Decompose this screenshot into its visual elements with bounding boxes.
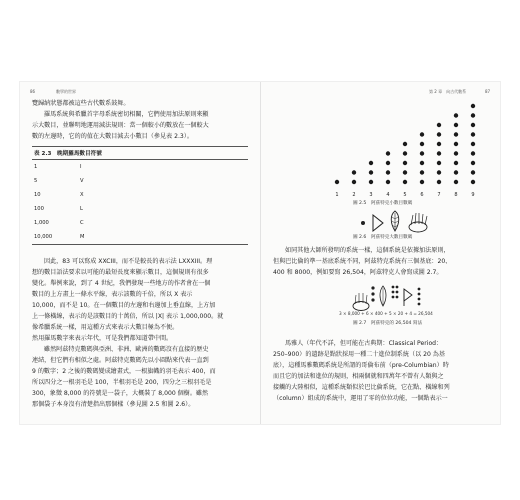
text-line: 400 和 8000，例如要寫 26,504，阿茲特克人會寫成圖 2.7。 <box>273 269 443 276</box>
table-value: 1 <box>34 164 38 170</box>
text-line: 雖然阿茲特克數碼與亞洲、非洲、歐洲的數碼沒有直接的歷史 <box>44 346 209 353</box>
numeral-dot <box>352 180 356 184</box>
numeral-dot <box>437 151 441 155</box>
text-line: 因此，83 可以寫成 XXCIII，而不是較長的表示法 LXXXIII。理 <box>44 258 213 265</box>
table-value: 10,000 <box>34 234 53 240</box>
text-line: 數的左邊時，它的的值在大數目減去小數目（參見表 2.3）。 <box>32 133 193 140</box>
figure-2-6-caption: 圖 2.6 阿茲特克大數目數碼 <box>353 235 413 240</box>
text-line: 但與巴比倫的準一基底系統不同，阿茲特克系統有三個基底：20、 <box>273 258 452 265</box>
numeral-dot <box>471 142 475 146</box>
numeral-label: 7 <box>437 192 441 198</box>
numeral-dot <box>386 180 390 184</box>
right-page <box>261 82 500 424</box>
table-value: 5 <box>34 178 38 184</box>
text-line: 接觸的大陸相似，這種系統類似於巴比倫系統，它在點、橫線和列 <box>273 384 450 391</box>
text-line: 9 的數字；2 之後的數碼變成繪畫式，一根旗幟的羽毛表示 400，而 <box>32 368 216 375</box>
left-page-number: 86 <box>30 89 36 94</box>
numeral-dot <box>386 170 390 174</box>
flag-glyph <box>404 289 412 306</box>
numeral-label: 3 <box>369 192 373 198</box>
table-symbol: L <box>80 206 83 212</box>
numeral-dot <box>403 142 407 146</box>
table-top-rule <box>32 146 248 147</box>
numeral-label: 4 <box>386 192 390 198</box>
numeral-dot <box>454 151 458 155</box>
numeral-dot <box>335 180 339 184</box>
text-line: 如同其他大師所發明的系統一樣，這個系統是依據加法原則， <box>285 247 450 254</box>
numeral-dot <box>454 113 458 117</box>
text-line: 數目的上方畫上一條水平線，表示該數的千倍，所以 X 表示 <box>32 291 193 298</box>
numeral-dot <box>454 123 458 127</box>
table-symbol: I <box>80 164 82 170</box>
numeral-dot <box>437 170 441 174</box>
table-title: 表 2.3 晚期羅馬數目符號 <box>34 151 102 157</box>
dot-group <box>418 288 421 306</box>
dot-glyph <box>361 221 365 225</box>
table-symbol: X <box>80 192 84 198</box>
numeral-dot <box>420 180 424 184</box>
numeral-dot <box>471 113 475 117</box>
numeral-dot <box>471 161 475 165</box>
numeral-dot <box>437 132 441 136</box>
numeral-dot <box>403 161 407 165</box>
table-value: 1,000 <box>34 220 49 226</box>
numeral-dot <box>420 132 424 136</box>
table-bottom-rule <box>32 244 248 245</box>
text-line: （column）組成的系統中，運用了零的位位功能，一個點表示一 <box>273 395 448 402</box>
numeral-dot <box>454 142 458 146</box>
numeral-dot <box>369 161 373 165</box>
numeral-label: 8 <box>454 192 458 198</box>
numeral-dot <box>437 180 441 184</box>
text-line: 羅馬系統與希臘首字母系統密切相關，它們使用加法原則來顯 <box>44 111 209 118</box>
text-line: 上一條橫線，表示的是該數目的十萬倍，所以 |X| 表示 1,000,000。就 <box>32 313 224 320</box>
numeral-dot <box>386 151 390 155</box>
numeral-dot <box>471 180 475 184</box>
numeral-dot <box>420 151 424 155</box>
aztec-large-numerals-figure <box>261 209 500 235</box>
numeral-label: 2 <box>352 192 356 198</box>
table-symbol: M <box>80 234 85 240</box>
numeral-label: 6 <box>420 192 424 198</box>
table-value: 100 <box>34 206 44 212</box>
numeral-dot <box>403 151 407 155</box>
numeral-dot <box>420 161 424 165</box>
text-line: 10,000，而不是 10。在一個數目的左邊和右邊加上垂直線，上方加 <box>32 302 216 309</box>
right-para2 <box>273 338 489 404</box>
numeral-dot <box>403 180 407 184</box>
right-running-title: 第 2 章 向古代數系 <box>429 89 467 94</box>
numeral-dot <box>471 132 475 136</box>
numeral-label: 5 <box>403 192 407 198</box>
right-para1 <box>273 245 489 278</box>
numeral-dot <box>437 142 441 146</box>
dot-column <box>371 286 374 301</box>
numeral-dot <box>403 170 407 174</box>
text-line: 所以四分之一根羽毛是 100，半根羽毛是 200，四分之三根羽毛是 <box>32 379 212 386</box>
feather-glyph <box>380 286 386 306</box>
numeral-dot <box>352 170 356 174</box>
text-line: 連結，但它們有相似之處。阿茲特克數碼先以小圓點來代表一直到 <box>32 357 209 364</box>
pouch-glyph <box>353 293 369 311</box>
numeral-dot <box>386 161 390 165</box>
numeral-dot <box>471 170 475 174</box>
numeral-label: 1 <box>335 192 339 198</box>
numeral-label: 9 <box>471 192 475 198</box>
numeral-dot <box>369 170 373 174</box>
feather-glyph <box>391 211 399 231</box>
text-line: 變化。舉例來說，到了 4 世紀，我們發現一些地方的作者會在一個 <box>32 280 211 287</box>
left-running-title: 數學的世界 <box>56 89 76 94</box>
numeral-dot <box>454 180 458 184</box>
text-line: 像希臘系統一樣，用這種方式來表示大數目極為不便。 <box>32 324 179 331</box>
left-para3 <box>32 256 248 410</box>
numeral-dot <box>471 123 475 127</box>
left-page <box>20 82 260 424</box>
numeral-dot <box>420 170 424 174</box>
table-symbol: V <box>80 178 84 184</box>
text-line: 那個袋子本身沒有清楚指出那個樣（參見圖 2.5 和圖 2.6）。 <box>32 401 195 408</box>
pouch-glyph <box>409 213 427 232</box>
text-line: 馬雅人（年代不詳，但可能在古典期：Classical Period： <box>285 340 443 347</box>
text-line: 而且它的加法和進位的規則，相兩個就和四萬年不曾有人類與之 <box>273 373 444 380</box>
numeral-dot <box>420 142 424 146</box>
left-para1: 覽歸納狀態都被這些古代數系鼓舞。 <box>32 100 130 107</box>
numeral-dot <box>454 132 458 136</box>
numeral-dot <box>437 123 441 127</box>
figure-2-7-equation: 3 × 8,000 + 6 × 400 + 5 × 20 + 4 = 26,504 <box>339 311 433 316</box>
text-line: 然用羅馬數字來表示年代，可是我們都知道帶中間。 <box>32 335 173 342</box>
text-line: 底），這種馬雅數碼系統是所謂的哥倫布前（pre-Columbian）時 <box>273 362 449 369</box>
figure-2-5-caption: 圖 2.5 阿茲特克小數目數碼 <box>353 201 413 206</box>
table-head-rule <box>32 159 248 160</box>
table-value: 10 <box>34 192 41 198</box>
numeral-dot <box>454 161 458 165</box>
numeral-dot <box>369 180 373 184</box>
text-line: 想的數目語法要求以可能的最短長度來顯示數目，這個規則有很多 <box>32 269 209 276</box>
numeral-dot <box>454 170 458 174</box>
numeral-dot <box>471 151 475 155</box>
numeral-dot <box>471 104 475 108</box>
left-para2 <box>32 109 248 142</box>
flag-glyph <box>373 215 383 231</box>
numeral-dot <box>437 161 441 165</box>
text-line: 300，象徵 8,000 的符號是一袋子，大概裝了 8,000 個樹。雖然 <box>32 390 209 397</box>
right-page-number: 87 <box>485 89 491 94</box>
figure-2-7-caption: 圖 2.7 阿茲特克的 26,504 寫法 <box>353 321 423 326</box>
text-line: 250–900）的遺跡是點狀採用一種二十進位制系統（以 20 為基 <box>273 351 445 358</box>
text-line: 示大數目，並聯明地運用減法規則：當一個較小的數放在一個較大 <box>32 122 209 129</box>
aztec-small-numerals-figure <box>261 100 500 210</box>
book-spread <box>20 82 500 424</box>
dot-column <box>392 286 399 299</box>
table-symbol: C <box>80 220 84 226</box>
